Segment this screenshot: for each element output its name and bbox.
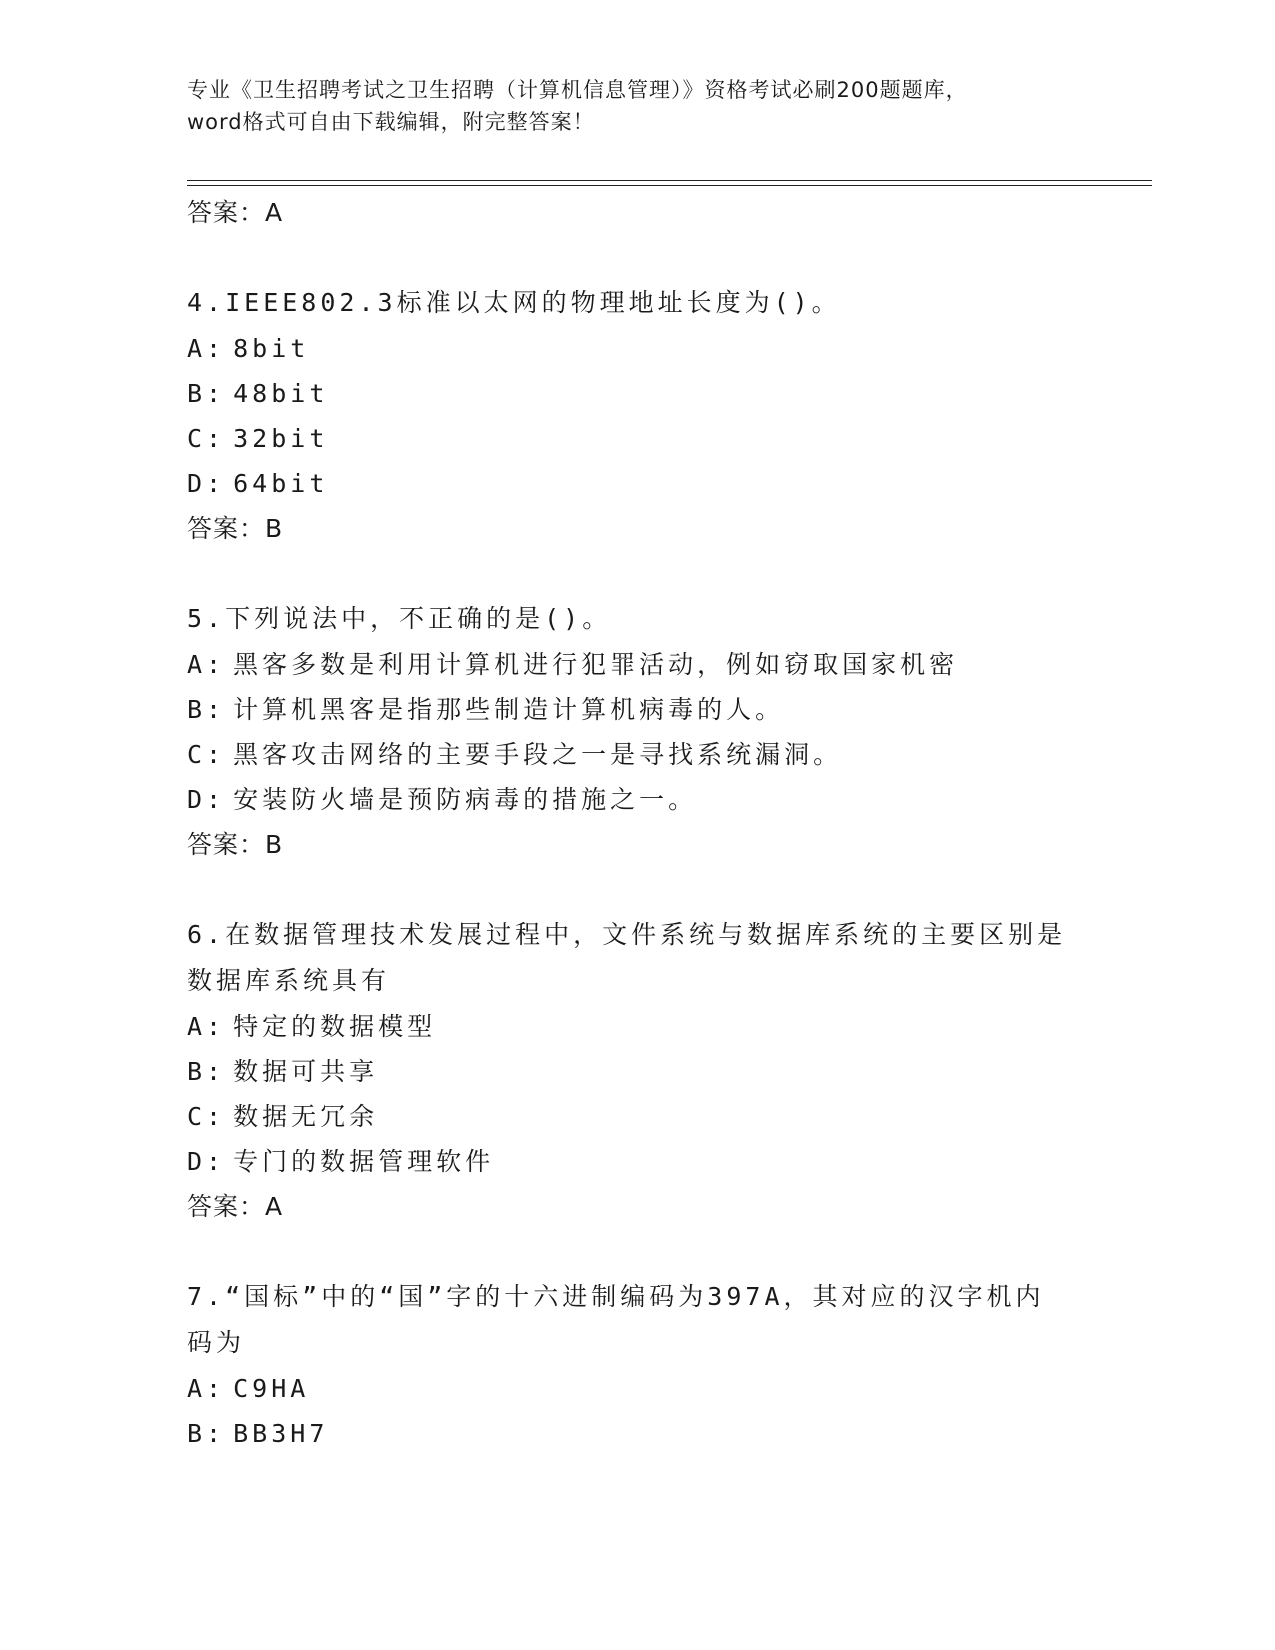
option-letter: B: bbox=[187, 1057, 226, 1086]
question-5 bbox=[187, 596, 1147, 868]
document-header bbox=[187, 74, 1087, 138]
question-text bbox=[187, 1274, 1147, 1366]
option-letter: C: bbox=[187, 740, 226, 769]
question-text-line: 数据库系统具有 bbox=[187, 966, 391, 995]
option-letter: C: bbox=[187, 1102, 226, 1131]
option-letter: D: bbox=[187, 1147, 226, 1176]
option-d bbox=[187, 777, 1147, 822]
option-letter: B: bbox=[187, 695, 226, 724]
option-b bbox=[187, 687, 1147, 732]
option-b bbox=[187, 1049, 1147, 1094]
option-b bbox=[187, 371, 1147, 416]
option-c bbox=[187, 732, 1147, 777]
answer-line: 答案：A bbox=[187, 198, 284, 227]
question-text bbox=[187, 912, 1147, 1004]
question-text-line: 码为 bbox=[187, 1328, 246, 1357]
option-text: 黑客多数是利用计算机进行犯罪活动，例如窃取国家机密 bbox=[233, 650, 959, 679]
question-text-line: 7.“国标”中的“国”字的十六进制编码为397A，其对应的汉字机内 bbox=[187, 1282, 1045, 1311]
option-b bbox=[187, 1411, 1147, 1456]
question-text-line: 6.在数据管理技术发展过程中，文件系统与数据库系统的主要区别是 bbox=[187, 920, 1067, 949]
option-c bbox=[187, 416, 1147, 461]
option-text: 安装防火墙是预防病毒的措施之一。 bbox=[233, 785, 698, 814]
option-letter: B: bbox=[187, 1419, 226, 1448]
option-text: 计算机黑客是指那些制造计算机病毒的人。 bbox=[233, 695, 785, 724]
option-letter: A: bbox=[187, 650, 226, 679]
question-list bbox=[187, 190, 1147, 1500]
header-rule-top bbox=[187, 180, 1152, 181]
answer-line: 答案：A bbox=[187, 1192, 284, 1221]
answer-line: 答案：B bbox=[187, 830, 284, 859]
option-text: 48bit bbox=[233, 379, 329, 408]
option-a bbox=[187, 326, 1147, 371]
option-a bbox=[187, 1366, 1147, 1411]
header-rule-bottom bbox=[187, 185, 1152, 186]
option-letter: D: bbox=[187, 469, 226, 498]
option-letter: A: bbox=[187, 1012, 226, 1041]
option-text: 数据无冗余 bbox=[233, 1102, 379, 1131]
option-letter: A: bbox=[187, 334, 226, 363]
question-4 bbox=[187, 280, 1147, 552]
option-text: 数据可共享 bbox=[233, 1057, 379, 1086]
option-letter: C: bbox=[187, 424, 226, 453]
option-letter: B: bbox=[187, 379, 226, 408]
option-text: 专门的数据管理软件 bbox=[233, 1147, 495, 1176]
option-text: BB3H7 bbox=[233, 1419, 329, 1448]
option-c bbox=[187, 1094, 1147, 1139]
option-text: 特定的数据模型 bbox=[233, 1012, 437, 1041]
answer-line: 答案：B bbox=[187, 514, 284, 543]
question-6 bbox=[187, 912, 1147, 1230]
question-text: 5.下列说法中，不正确的是()。 bbox=[187, 604, 612, 633]
question-text: 4.IEEE802.3标准以太网的物理地址长度为()。 bbox=[187, 288, 841, 317]
option-text: 64bit bbox=[233, 469, 329, 498]
option-text: C9HA bbox=[233, 1374, 310, 1403]
option-d bbox=[187, 461, 1147, 506]
option-letter: A: bbox=[187, 1374, 226, 1403]
header-line-1: 专业《卫生招聘考试之卫生招聘（计算机信息管理）》资格考试必刷200题题库， bbox=[187, 78, 968, 102]
question-7 bbox=[187, 1274, 1147, 1456]
option-a bbox=[187, 1004, 1147, 1049]
option-text: 8bit bbox=[233, 334, 310, 363]
option-a bbox=[187, 642, 1147, 687]
header-line-2: word格式可自由下载编辑，附完整答案！ bbox=[187, 110, 595, 134]
option-d bbox=[187, 1139, 1147, 1184]
option-text: 黑客攻击网络的主要手段之一是寻找系统漏洞。 bbox=[233, 740, 843, 769]
option-text: 32bit bbox=[233, 424, 329, 453]
option-letter: D: bbox=[187, 785, 226, 814]
